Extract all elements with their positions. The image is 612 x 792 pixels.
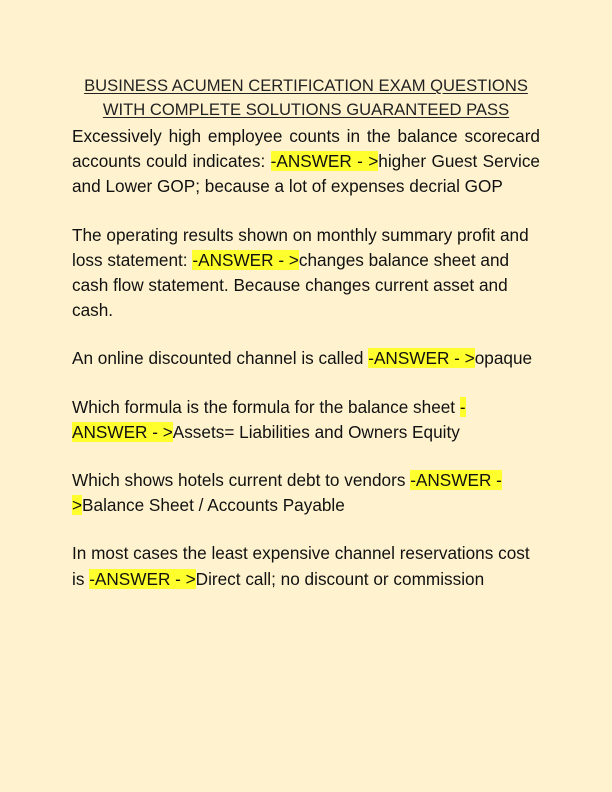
answer-marker: -ANSWER - >: [72, 470, 502, 516]
qa-item: [72, 346, 540, 371]
title-line-1: BUSINESS ACUMEN CERTIFICATION EXAM QUESTIONS: [84, 76, 528, 95]
question-text: An online discounted channel is called: [72, 348, 369, 369]
answer-marker: -ANSWER - >: [89, 568, 196, 589]
answer-marker: -ANSWER - >: [270, 151, 379, 172]
answer-text: changes balance sheet and cash flow statement. Because changes current asset and cash.: [72, 249, 510, 321]
question-text: Which formula is the formula for the balance sheet: [72, 396, 460, 417]
title-line-2: WITH COMPLETE SOLUTIONS GUARANTEED PASS: [102, 100, 510, 119]
question-text: Which shows hotels current debt to vendors: [72, 470, 411, 491]
answer-text: Assets= Liabilities and Owners Equity: [172, 421, 460, 442]
qa-item: [72, 541, 540, 591]
question-text: The operating results shown on monthly summary profit and loss statement:: [72, 224, 529, 270]
answer-marker: -ANSWER - >: [192, 249, 299, 270]
qa-item: [72, 223, 540, 324]
qa-item: [72, 124, 540, 200]
question-text: Excessively high employee counts in the balance scorecard accounts could indicates:: [72, 126, 540, 172]
qa-item: [72, 395, 540, 445]
document-title: [72, 74, 540, 122]
answer-text: higher Guest Service and Lower GOP; because a lot of expenses decrial GOP: [72, 151, 540, 197]
answer-text: Balance Sheet / Accounts Payable: [82, 495, 345, 516]
answer-text: opaque: [474, 348, 533, 369]
answer-text: Direct call; no discount or commission: [195, 568, 485, 589]
question-text: In most cases the least expensive channel reservations cost is: [72, 543, 530, 589]
answer-marker: -ANSWER - >: [368, 348, 475, 369]
answer-marker: -ANSWER - >: [72, 396, 466, 442]
qa-item: [72, 468, 540, 518]
